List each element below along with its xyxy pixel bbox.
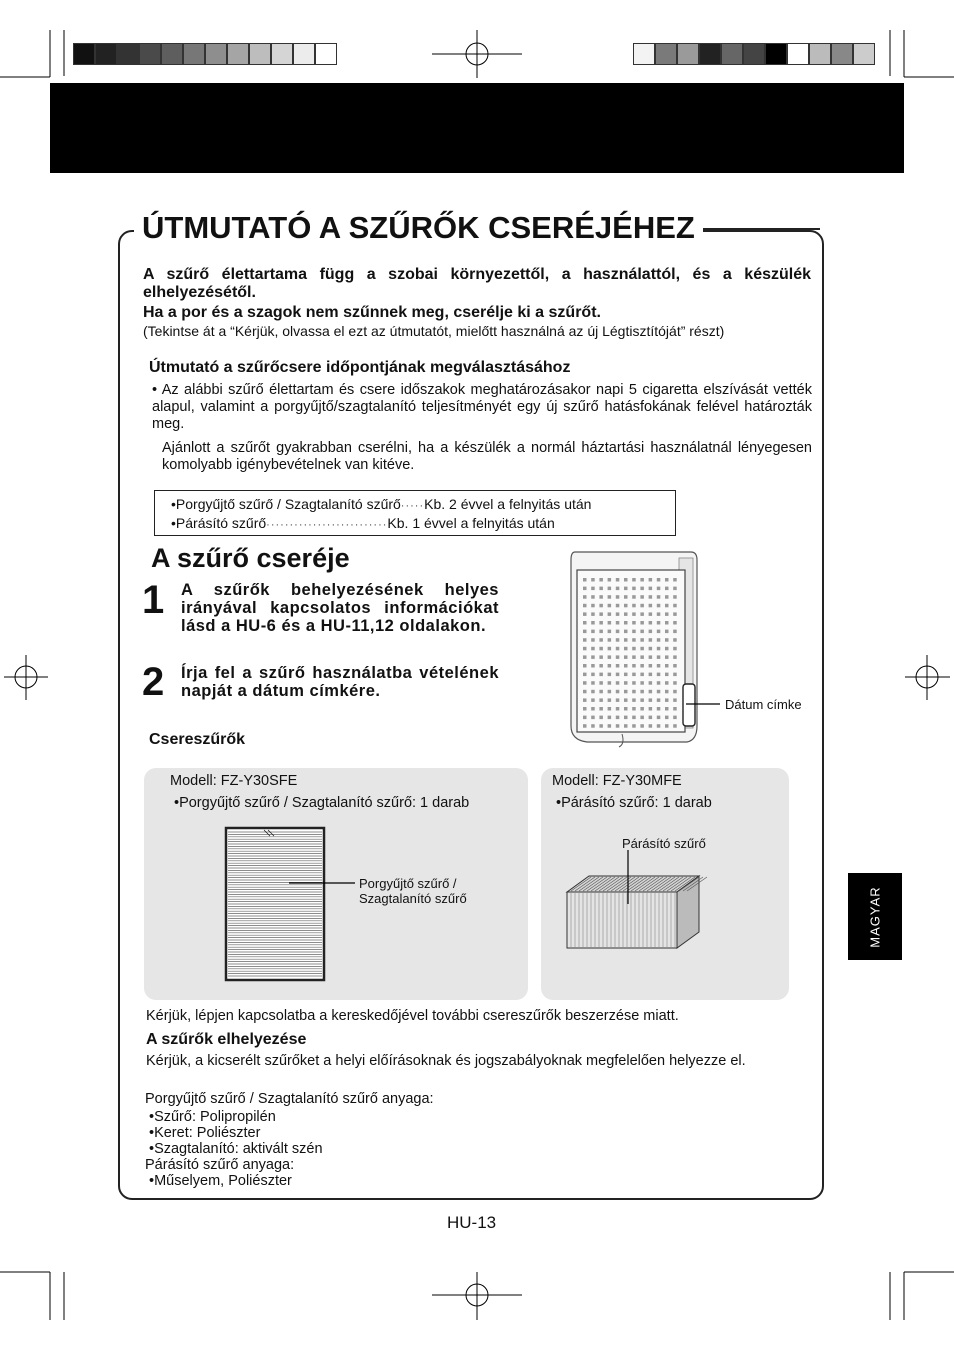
left-callout-leader: [289, 881, 369, 885]
right-item: •Párásító szűrő: 1 darab: [556, 795, 712, 811]
lifetime-row-2: •Párásító szűrő··························Kb. 1 évvel a felnyitás után: [171, 515, 555, 531]
lifetime-row-1: •Porgyűjtő szűrő / Szagtalanító szűrő·····Kb. 2 évvel a felnyitás után: [171, 496, 592, 512]
spares-heading: Csereszűrők: [149, 731, 246, 748]
guide-para: Ajánlott a szűrőt gyakrabban cserélni, ha a készülék a normál háztartási használatnál lényegesen komolyabb igénybevételnek van kitéve.: [162, 440, 812, 473]
guide-heading: Útmutató a szűrőcsere időpontjának megválasztásához: [149, 359, 571, 376]
step-2-text: Írja fel a szűrő használatba vételének napját a dátum címkére.: [181, 664, 499, 700]
materials-line6: •Műselyem, Poliészter: [149, 1173, 292, 1189]
page-number: HU-13: [447, 1213, 497, 1232]
disposal-heading: A szűrők elhelyezése: [146, 1031, 307, 1048]
right-callout: Párásító szűrő: [622, 836, 706, 851]
language-tab: [848, 873, 902, 960]
right-callout-leader: [626, 850, 632, 910]
disposal-text: Kérjük, a kicserélt szűrőket a helyi előírásoknak és jogszabályoknak megfelelően helyezze el.: [146, 1053, 746, 1069]
materials-line1: Porgyűjtő szűrő / Szagtalanító szűrő anyaga:: [145, 1091, 434, 1107]
intro-bold-2: Ha a por és a szagok nem szűnnek meg, cserélje ki a szűrőt.: [143, 304, 601, 321]
air-purifier-illustration: [567, 548, 707, 748]
left-callout-line2: Szagtalanító szűrő: [359, 891, 467, 906]
intro-note: (Tekintse át a “Kérjük, olvassa el ezt az útmutatót, mielőtt használná az új Légtisztítóját” részt): [143, 323, 725, 339]
dust-filter-illustration: [222, 824, 332, 984]
header-band: [50, 83, 904, 173]
guide-bullet: • Az alábbi szűrő élettartam és csere időszakok meghatározásakor napi 5 cigaretta elszívását vették alapul, valamint a porgyűjtő/szagtalanító teljesítményét egy új szűrő hatásfokának felével határozták meg.: [152, 382, 812, 432]
page-title: ÚTMUTATÓ A SZŰRŐK CSERÉJÉHEZ: [134, 210, 703, 246]
language-tab-label: MAGYAR: [867, 885, 883, 948]
date-label-callout: Dátum címke: [725, 697, 802, 712]
materials-line3: •Keret: Poliészter: [149, 1125, 261, 1141]
step-1-number: 1: [142, 578, 165, 622]
right-model: Modell: FZ-Y30MFE: [552, 773, 682, 789]
materials-line2: •Szűrő: Polipropilén: [149, 1109, 276, 1125]
left-model: Modell: FZ-Y30SFE: [170, 773, 298, 789]
intro-bold-1: A szűrő élettartama függ a szobai környezettől, a használattól, és a készülék elhelyezésétől.: [143, 266, 811, 301]
materials-line4: •Szagtalanító: aktivált szén: [149, 1141, 323, 1157]
left-item: •Porgyűjtő szűrő / Szagtalanító szűrő: 1 darab: [174, 795, 470, 811]
lifetime-box: [154, 490, 676, 536]
humidifier-filter-illustration: [563, 870, 703, 954]
color-bar-left: [73, 43, 337, 65]
materials-line5: Párásító szűrő anyaga:: [145, 1157, 295, 1173]
contact-text: Kérjük, lépjen kapcsolatba a kereskedőjével további csereszűrők beszerzése miatt.: [146, 1008, 679, 1024]
step-2-number: 2: [142, 660, 165, 704]
left-callout-line1: Porgyűjtő szűrő /: [359, 876, 457, 891]
color-bar-right: [633, 43, 875, 65]
replace-heading: A szűrő cseréje: [151, 543, 350, 573]
step-1-text: A szűrők behelyezésének helyes irányával kapcsolatos információkat lásd a HU-6 és a HU-11,12 oldalakon.: [181, 581, 499, 635]
